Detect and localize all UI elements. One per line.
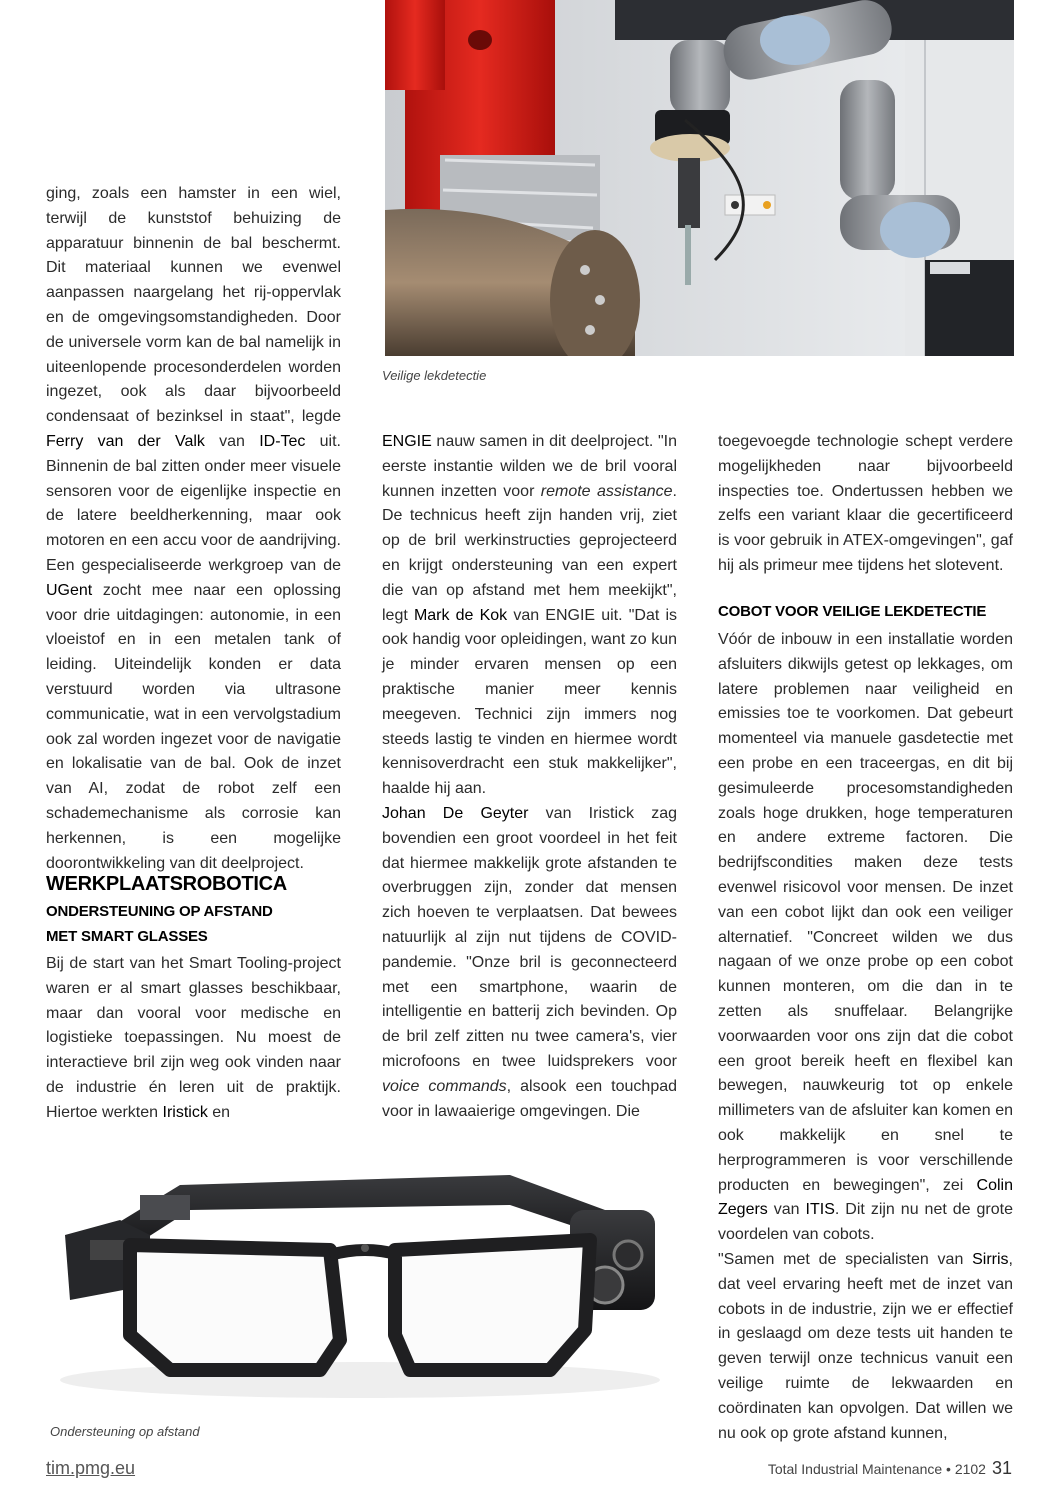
section-subheading-line-2: MET SMART GLASSES bbox=[46, 928, 208, 945]
organisation-name: Sirris bbox=[972, 1250, 1009, 1268]
column-3-top-text bbox=[718, 430, 1013, 579]
person-name: Mark de Kok bbox=[413, 606, 508, 624]
emphasis: remote assistance bbox=[540, 482, 673, 500]
organisation-name: Iristick bbox=[162, 1103, 208, 1121]
text: . Dit zijn nu net de grote voordelen van cobots. bbox=[718, 1201, 1013, 1244]
section-subheading-line-1: ONDERSTEUNING OP AFSTAND bbox=[46, 903, 273, 920]
text: Vóór de inbouw in een installatie worden afsluiters dikwijls getest op lekkages, om latere problemen naar veiligheid en emissies toe te voorkomen. Dat gebeurt momenteel via manuele gasdetectie met een probe en een traceergas, en dit bij gesimuleerde procesomstandigheden zoals hoge drukken, hoge temperaturen en andere extreme factoren. Die bedrijfscondities maken deze tests evenwel risicovol voor mensen. De inzet van een cobot lijkt dan ook een veiliger alternatief. "Concreet wilden we dus nagaan of we onze probe op een cobot kunnen monteren, om die dan in te zetten als snuffelaar. Belangrijke voorwaarden voor ons zijn dat die cobot een groot bereik heeft en flexibel kan bewegen, nauwkeurig tot op enkele millimeters van de afsluiter kan komen en ook makkelijk en snel te herprogrammeren is voor verschillende producten en bewegingen", zei bbox=[718, 631, 1013, 1194]
text: ging, zoals een hamster in een wiel, terwijl de kunststof behuizing de apparatuur binnenin de bal beschermt. Dit materiaal kunnen we evenwel aanpassen naargelang het rij-oppervlak en de omgevingsomstandigheden. Door de universele vorm kan de bal namelijk in uiteenlopende procesonderdelen worden ingezet, ook als daar bijvoorbeeld condensaat of bezinksel in staat", legde bbox=[46, 185, 341, 426]
text: "Samen met de specialisten van bbox=[718, 1250, 973, 1268]
text: van bbox=[767, 1201, 806, 1219]
emphasis: voice commands bbox=[382, 1077, 507, 1095]
cobot-leak-detection-image bbox=[385, 0, 1014, 356]
organisation-name: UGent bbox=[46, 581, 93, 599]
text: Bij de start van het Smart Tooling-project waren er al smart glasses beschikbaar, maar dan vooral voor medische en logistieke toepassingen. Nu moest de interactieve bril zijn weg ook vinden naar de industrie én leren uit de praktijk. Hiertoe werkten bbox=[46, 955, 341, 1121]
paragraph bbox=[718, 1248, 1013, 1446]
column-1-bottom-text bbox=[46, 952, 341, 1126]
robot-photo-caption: Veilige lekdetectie bbox=[382, 368, 487, 383]
person-name: Ferry van der Valk bbox=[46, 432, 205, 450]
footer-publication bbox=[768, 1458, 1012, 1479]
organisation-name: ITIS bbox=[805, 1201, 835, 1219]
text: zocht mee naar een oplossing voor drie uitdagingen: autonomie, in een vloeistof en in een metalen tank of leiding. Uiteindelijk konden er data verstuurd worden via ultrasone communicatie, wat in een vervolgstadium ook zal worden ingezet voor de navigatie en lokalisatie van de bal. Ook de inzet van AI, zodat de robot zelf een schademechanisme als corrosie kan herkennen, is een mogelijke doorontwikkeling van dit deelproject. bbox=[46, 581, 341, 872]
text: , dat veel ervaring heeft met de inzet van cobots in de industrie, zijn we er effectief in geslaagd om deze tests uit handen te geven terwijl onze technicus vanuit een veilige ruimte de lekwaarden en coördinaten kan opvolgen. Dat willen we nu ook op grote afstand kunnen, bbox=[718, 1250, 1013, 1442]
text: uit. Binnenin de bal zitten onder meer visuele sensoren voor de eigenlijke inspectie en de latere beeldherkenning, maar ook motoren en een accu voor de aandrijving. Een gespecialiseerde werkgroep van de bbox=[46, 432, 342, 574]
person-name: Colin Zegers bbox=[718, 1176, 1013, 1219]
glasses-photo-caption: Ondersteuning op afstand bbox=[50, 1424, 200, 1439]
smart-glasses-image bbox=[30, 1165, 680, 1405]
text: van ENGIE uit. "Dat is ook handig voor opleidingen, want zo kun je minder ervaren mensen op een praktische manier meer kennis meegeven. Technici zijn immers nog steeds lastig te vinden en hiermee wordt kennisoverdracht een stuk makkelijker", haalde hij aan. bbox=[382, 606, 678, 798]
paragraph bbox=[718, 628, 1013, 1248]
text: . De technicus heeft zijn handen vrij, ziet op de bril werkinstructies geprojecteerd en krijgt ondersteuning van een expert die van op afstand met hem meekijkt", legt bbox=[382, 482, 677, 624]
text: en bbox=[207, 1103, 231, 1121]
paragraph bbox=[382, 802, 677, 1124]
text: nauw samen in dit deelproject. "In eerste instantie wilden we de bril vooral kunnen inzetten voor bbox=[382, 433, 677, 500]
paragraph: toegevoegde technologie schept verdere mogelijkheden naar bijvoorbeeld inspecties toe. Ondertussen hebben we zelfs een variant klaar die gecertificeerd is voor gebruik in ATEX-omgevingen", gaf hij als primeur mee tijdens het slotevent. bbox=[718, 433, 1013, 574]
section-heading: WERKPLAATSROBOTICA bbox=[46, 873, 287, 895]
organisation-name: ENGIE bbox=[382, 433, 432, 450]
cobot-section-heading: COBOT VOOR VEILIGE LEKDETECTIE bbox=[718, 603, 987, 620]
column-1-top-text bbox=[46, 182, 341, 876]
magazine-issue: Total Industrial Maintenance • 2102 bbox=[767, 1461, 986, 1477]
page-number: 31 bbox=[991, 1458, 1012, 1478]
website-link[interactable]: tim.pmg.eu bbox=[46, 1458, 136, 1478]
paragraph bbox=[46, 182, 341, 876]
robot-photo bbox=[385, 0, 1014, 356]
organisation-name: ID-Tec bbox=[259, 432, 306, 450]
person-name: Johan De Geyter bbox=[382, 804, 529, 822]
smart-glasses-photo bbox=[30, 1165, 680, 1405]
text: van Iristick zag bovendien een groot voordeel in het feit dat hiermee makkelijk grote afstanden te overbruggen zijn, zonder dat mensen zich hoeven te verplaatsen. Dat bewees natuurlijk al zijn nut tijdens de COVID-pandemie. "Onze bril is geconnecteerd met een smartphone, waarin de intelligentie en batterij zich bevinden. Op de bril zelf zitten nu twee camera's, vier microfoons en twee luidsprekers voor bbox=[382, 804, 677, 1070]
paragraph bbox=[382, 430, 677, 802]
column-2-text bbox=[382, 430, 677, 1124]
column-3-bottom-text bbox=[718, 628, 1013, 1446]
text: van bbox=[204, 432, 260, 450]
text: , alsook een touchpad voor in lawaaierige omgevingen. Die bbox=[382, 1077, 678, 1120]
paragraph bbox=[46, 952, 341, 1126]
